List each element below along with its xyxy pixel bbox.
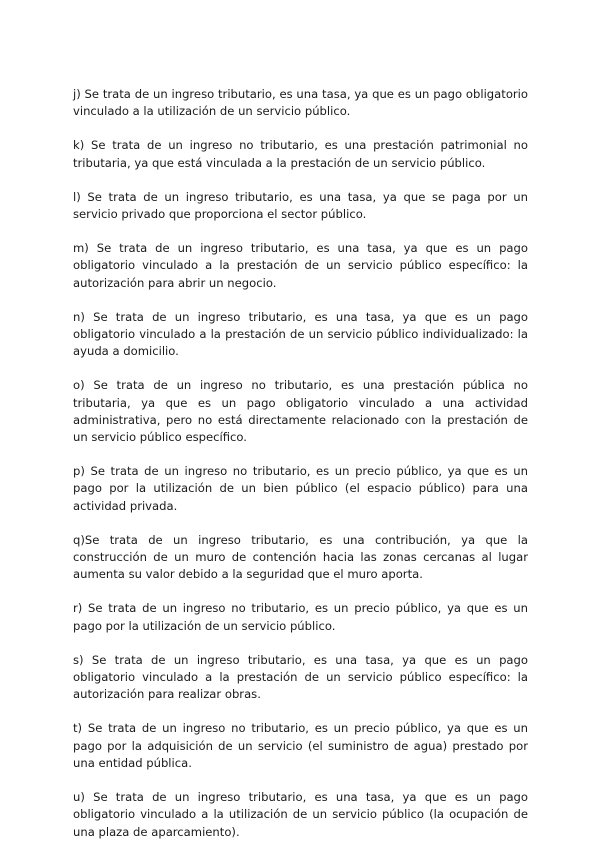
paragraph-l: l) Se trata de un ingreso tributario, es una tasa, ya que se paga por un servicio privado que proporciona el sector público. xyxy=(73,189,528,222)
paragraph-k: k) Se trata de un ingreso no tributario, es una prestación patrimonial no tributaria, ya que está vinculada a la prestación de un servicio público. xyxy=(73,138,528,170)
paragraph-p: p) Se trata de un ingreso no tributario, es un precio público, ya que es un pago por la utilización de un bien público (el espacio público) para una actividad privada. xyxy=(73,464,528,513)
paragraph-j: j) Se trata de un ingreso tributario, es una tasa, ya que es un pago obligatorio vinculado a la utilización de un servicio público. xyxy=(73,87,528,119)
paragraph-n: n) Se trata de un ingreso tributario, es una tasa, ya que es un pago obligatorio vinculado a la prestación de un servicio público individualizado: la ayuda a domicilio. xyxy=(73,309,528,359)
paragraph-m: m) Se trata de un ingreso tributario, es una tasa, ya que es un pago obligatorio vinculado a la prestación de un servicio público específico: la autorización para abrir un negocio. xyxy=(73,241,528,290)
paragraph-t: t) Se trata de un ingreso no tributario, es un precio público, ya que es un pago por la adquisición de un servicio (el suministro de agua) prestado por una entidad pública. xyxy=(73,721,528,770)
paragraph-o: o) Se trata de un ingreso no tributario, es una prestación pública no tributaria, ya que es un pago obligatorio vinculado a una actividad administrativa, pero no está directamente relacionado con la prestación de un servicio público específico. xyxy=(73,378,528,445)
document-page xyxy=(73,86,528,858)
paragraph-s: s) Se trata de un ingreso tributario, es una tasa, ya que es un pago obligatorio vinculado a la prestación de un servicio público específico: la autorización para realizar obras. xyxy=(73,652,528,702)
paragraph-r: r) Se trata de un ingreso no tributario, es un precio público, ya que es un pago por la utilización de un servicio público. xyxy=(73,601,528,633)
paragraph-u: u) Se trata de un ingreso tributario, es una tasa, ya que es un pago obligatorio vinculado a la utilización de un servicio público (la ocupación de una plaza de aparcamiento). xyxy=(73,790,528,839)
paragraph-q: q)Se trata de un ingreso tributario, es una contribución, ya que la construcción de un muro de contención hacia las zonas cercanas al lugar aumenta su valor debido a la seguridad que el muro aporta. xyxy=(73,532,528,582)
